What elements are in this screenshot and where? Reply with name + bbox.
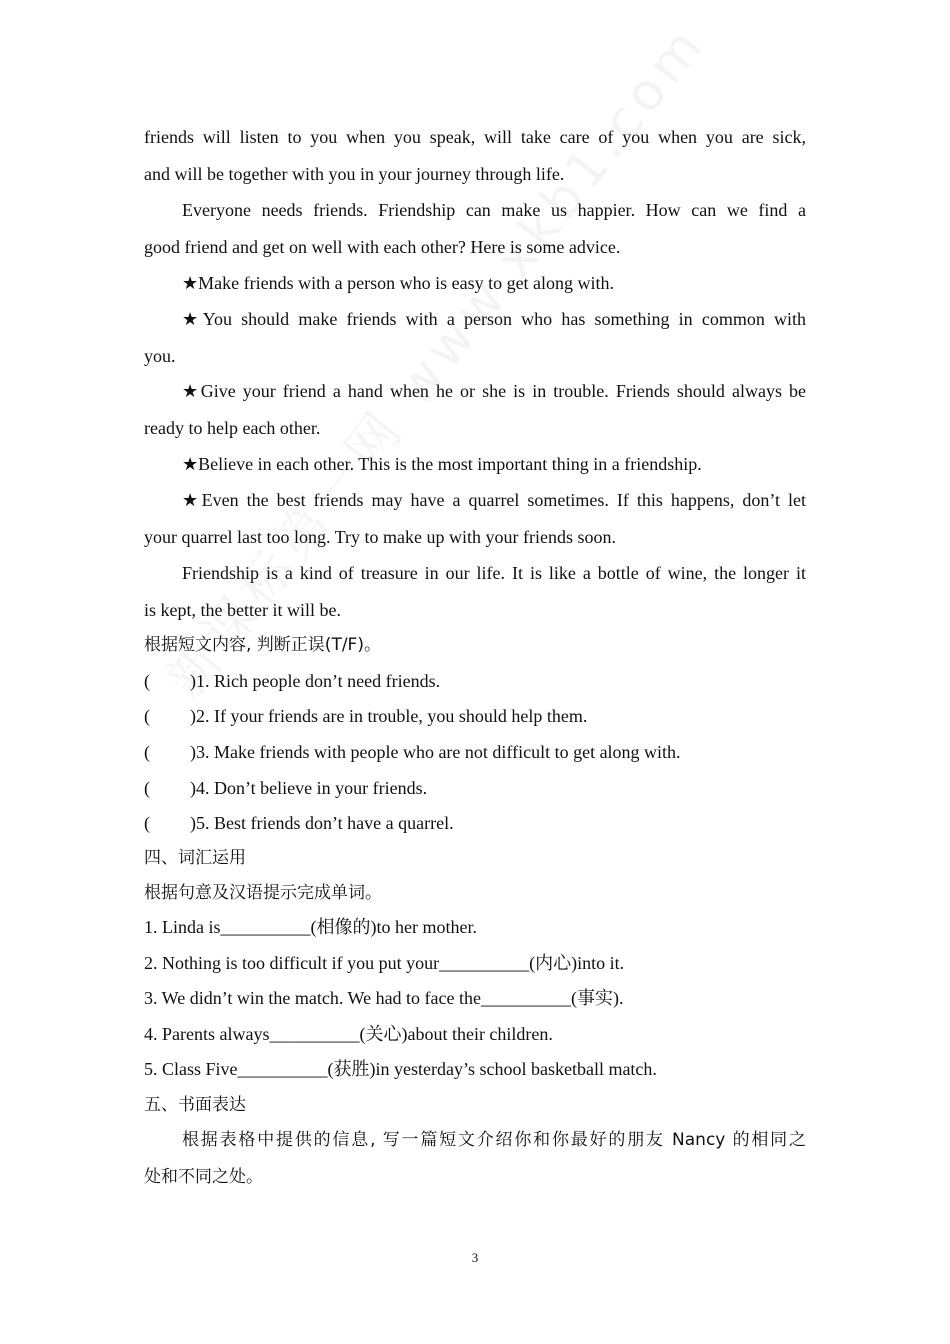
page-number: 3 bbox=[471, 1250, 479, 1265]
passage-line: is kept, the better it will be. bbox=[144, 600, 341, 620]
vocab-question: 2. Nothing is too difficult if you put your__________(内心)into it. bbox=[144, 953, 625, 973]
passage-line: you. bbox=[144, 346, 176, 366]
tf-question: ( )5. Best friends don’t have a quarrel. bbox=[144, 813, 454, 833]
tf-question: ( )1. Rich people don’t need friends. bbox=[144, 671, 441, 691]
passage-line: Everyone needs friends. Friendship can make us happier. How can we find a bbox=[182, 200, 806, 220]
section-heading: 四、词汇运用 bbox=[144, 848, 246, 868]
passage-line: Friendship is a kind of treasure in our life. It is like a bottle of wine, the longer it bbox=[182, 563, 806, 583]
vocab-question: 5. Class Five__________(获胜)in yesterday’s school basketball match. bbox=[144, 1059, 657, 1079]
section-heading: 五、书面表达 bbox=[144, 1095, 246, 1115]
tf-question: ( )4. Don’t believe in your friends. bbox=[144, 778, 428, 798]
passage-line: and will be together with you in your journey through life. bbox=[144, 164, 565, 184]
advice-item: ★Even the best friends may have a quarrel sometimes. If this happens, don’t let bbox=[182, 490, 806, 510]
advice-item: ★Make friends with a person who is easy to get along with. bbox=[182, 273, 615, 293]
advice-item: ★Believe in each other. This is the most important thing in a friendship. bbox=[182, 454, 702, 474]
passage-line: your quarrel last too long. Try to make up with your friends soon. bbox=[144, 527, 616, 547]
tf-instruction: 根据短文内容, 判断正误(T/F)。 bbox=[144, 635, 381, 655]
writing-instruction: 处和不同之处。 bbox=[144, 1167, 263, 1187]
advice-item: ★Give your friend a hand when he or she is in trouble. Friends should always be bbox=[182, 381, 806, 401]
vocab-question: 1. Linda is__________(相像的)to her mother. bbox=[144, 917, 477, 937]
vocab-question: 3. We didn’t win the match. We had to face the__________(事实). bbox=[144, 988, 624, 1008]
writing-instruction: 根据表格中提供的信息, 写一篇短文介绍你和你最好的朋友 Nancy 的相同之 bbox=[182, 1130, 806, 1150]
passage-line: good friend and get on well with each other? Here is some advice. bbox=[144, 237, 621, 257]
vocab-instruction: 根据句意及汉语提示完成单词。 bbox=[144, 883, 382, 903]
advice-item: ★You should make friends with a person who has something in common with bbox=[182, 309, 806, 329]
tf-question: ( )2. If your friends are in trouble, you should help them. bbox=[144, 706, 588, 726]
tf-question: ( )3. Make friends with people who are not difficult to get along with. bbox=[144, 742, 681, 762]
vocab-question: 4. Parents always__________(关心)about their children. bbox=[144, 1024, 553, 1044]
passage-line: ready to help each other. bbox=[144, 418, 321, 438]
passage-line: friends will listen to you when you speak, will take care of you when you are sick, bbox=[144, 127, 806, 147]
